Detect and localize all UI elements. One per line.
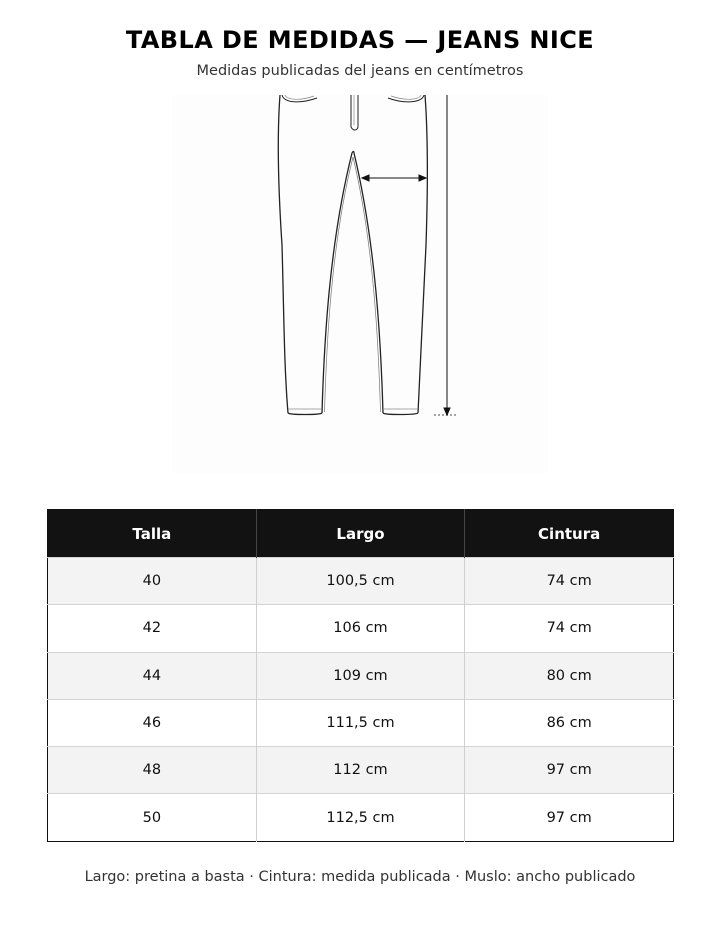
table-row [48,558,674,605]
table-cell-cintura: 80 cm [465,652,674,699]
table-cell-cintura: 74 cm [465,558,674,605]
table-cell-talla: 50 [48,794,257,841]
thigh-width-arrow [362,175,426,181]
table-cell-talla: 44 [48,652,257,699]
column-header-cintura: Cintura [465,510,674,558]
table-cell-talla: 42 [48,605,257,652]
table-row [48,794,674,841]
left-leg-outline [278,95,288,413]
table-cell-largo: 109 cm [256,652,465,699]
measurement-footnote: Largo: pretina a basta · Cintura: medida publicada · Muslo: ancho publicado [84,869,636,885]
table-cell-talla: 40 [48,558,257,605]
size-table [47,509,674,842]
table-cell-cintura: 74 cm [465,605,674,652]
table-header-row [48,510,674,558]
table-row [48,747,674,794]
table-cell-largo: 100,5 cm [256,558,465,605]
page-title: TABLA DE MEDIDAS — JEANS NICE [125,26,595,54]
left-pocket [282,95,317,102]
page-subtitle: Medidas publicadas del jeans en centímetros [196,63,524,79]
column-header-talla: Talla [48,510,257,558]
fly [351,95,358,130]
table-row [48,652,674,699]
table-cell-cintura: 97 cm [465,794,674,841]
column-header-largo: Largo [256,510,465,558]
length-arrow [434,95,457,415]
jeans-diagram [172,95,548,473]
table-cell-largo: 111,5 cm [256,699,465,746]
table-row [48,605,674,652]
table-cell-cintura: 86 cm [465,699,674,746]
table-cell-largo: 112,5 cm [256,794,465,841]
table-cell-largo: 112 cm [256,747,465,794]
left-hem [288,413,322,415]
right-leg-outline [418,95,427,413]
table-cell-largo: 106 cm [256,605,465,652]
table-cell-talla: 46 [48,699,257,746]
jeans-illustration [172,95,548,473]
table-cell-cintura: 97 cm [465,747,674,794]
right-pocket [388,95,424,102]
crotch-curve [352,152,354,154]
table-row [48,699,674,746]
right-hem [383,413,418,415]
left-inseam [322,153,352,413]
size-table-container [47,509,674,842]
right-inseam [354,153,383,413]
table-cell-talla: 48 [48,747,257,794]
